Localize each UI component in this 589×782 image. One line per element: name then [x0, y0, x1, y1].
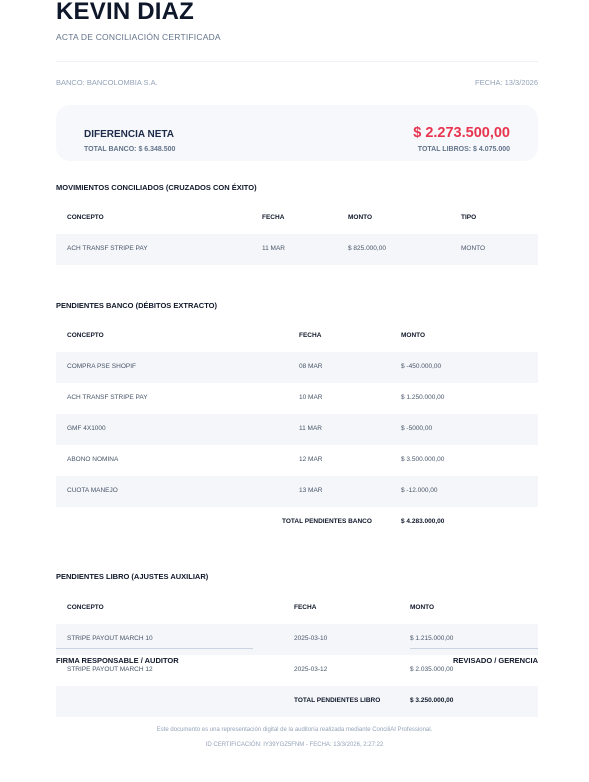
document-title: KEVIN DIAZ [56, 0, 195, 25]
signature-label-manager: REVISADO / GERENCIA [452, 656, 538, 665]
cell-amount: $ 1.250.000,00 [401, 394, 445, 401]
cell-concept: CUOTA MANEJO [67, 487, 118, 494]
col-header-concept: CONCEPTO [67, 604, 104, 611]
col-header-concept: CONCEPTO [67, 214, 104, 221]
col-header-date: FECHA [299, 332, 322, 339]
cell-concept: ACH TRANSF STRIPE PAY [67, 394, 148, 401]
footer-certification-id: ID CERTIFICACIÓN: IY39YGZ5FNM - FECHA: 13/3/2026, 2:27:22 [205, 742, 384, 748]
bank-pending-table [56, 321, 538, 538]
cell-concept: GMF 4X1000 [67, 425, 106, 432]
net-difference-amount: $ 2.273.500,00 [413, 125, 510, 141]
col-header-date: FECHA [262, 214, 285, 221]
col-header-amount: MONTO [401, 332, 426, 339]
reconciled-table [56, 203, 538, 265]
cell-date: 12 MAR [299, 456, 323, 463]
table-row [56, 414, 538, 445]
cell-amount: $ -5000,00 [401, 425, 433, 432]
table-row [56, 624, 538, 655]
bank-name: BANCO: BANCOLOMBIA S.A. [56, 78, 158, 87]
cell-type: MONTO [461, 245, 486, 252]
cell-date: 11 MAR [299, 425, 322, 432]
cell-date: 11 MAR [262, 245, 285, 252]
cell-amount: $ 3.500.000,00 [401, 456, 445, 463]
table-row [56, 476, 538, 507]
cell-amount: $ -12.000,00 [401, 487, 438, 494]
signature-label-auditor: FIRMA RESPONSABLE / AUDITOR [56, 656, 179, 665]
footer-disclaimer: Este documento es una representación digital de la auditoría realizada mediante ConciliAI Professional. [156, 727, 433, 733]
col-header-date: FECHA [294, 604, 317, 611]
cell-concept: ACH TRANSF STRIPE PAY [67, 245, 148, 252]
col-header-concept: CONCEPTO [67, 332, 104, 339]
signature-line-manager [410, 648, 538, 649]
net-difference-card [56, 105, 538, 161]
table-header-row [56, 593, 538, 624]
cell-amount: $ -450.000,00 [401, 363, 442, 370]
cell-concept: ABONO NOMINA [67, 456, 119, 463]
divider [56, 61, 538, 62]
col-header-amount: MONTO [410, 604, 435, 611]
cell-amount: $ 1.215.000,00 [410, 635, 454, 642]
document-date: FECHA: 13/3/2026 [475, 78, 538, 87]
table-row [56, 383, 538, 414]
table-header-row [56, 203, 538, 234]
total-label: TOTAL PENDIENTES BANCO [282, 518, 372, 525]
cell-concept: STRIPE PAYOUT MARCH 12 [67, 666, 153, 673]
col-header-type: TIPO [461, 214, 477, 221]
book-pending-table [56, 593, 538, 717]
table-header-row [56, 321, 538, 352]
cell-concept: STRIPE PAYOUT MARCH 10 [67, 635, 153, 642]
cell-date: 10 MAR [299, 394, 323, 401]
net-difference-label: DIFERENCIA NETA [84, 129, 174, 140]
col-header-amount: MONTO [348, 214, 373, 221]
table-row [56, 352, 538, 383]
total-bank: TOTAL BANCO: $ 6.348.500 [84, 146, 176, 153]
cell-date: 2025-03-10 [294, 635, 328, 642]
document-subtitle: ACTA DE CONCILIACIÓN CERTIFICADA [56, 32, 221, 42]
table-row [56, 445, 538, 476]
table-row [56, 234, 538, 265]
cell-amount: $ 2.035.000,00 [410, 666, 454, 673]
section-title-book-pending: PENDIENTES LIBRO (AJUSTES AUXILIAR) [56, 572, 209, 581]
total-value: $ 3.250.000,00 [410, 697, 454, 704]
cell-date: 08 MAR [299, 363, 323, 370]
cell-date: 2025-03-12 [294, 666, 328, 673]
cell-concept: COMPRA PSE SHOPIF [67, 363, 136, 370]
table-total-row [56, 686, 538, 717]
section-title-bank-pending: PENDIENTES BANCO (DÉBITOS EXTRACTO) [56, 301, 217, 310]
total-value: $ 4.283.000,00 [401, 518, 445, 525]
table-total-row [56, 507, 538, 538]
cell-date: 13 MAR [299, 487, 323, 494]
section-title-reconciled: MOVIMIENTOS CONCILIADOS (CRUZADOS CON ÉXITO) [56, 183, 257, 192]
signature-line-auditor [56, 648, 253, 649]
cell-amount: $ 825.000,00 [348, 245, 386, 252]
total-label: TOTAL PENDIENTES LIBRO [294, 697, 381, 704]
total-books: TOTAL LIBROS: $ 4.075.000 [417, 146, 510, 153]
